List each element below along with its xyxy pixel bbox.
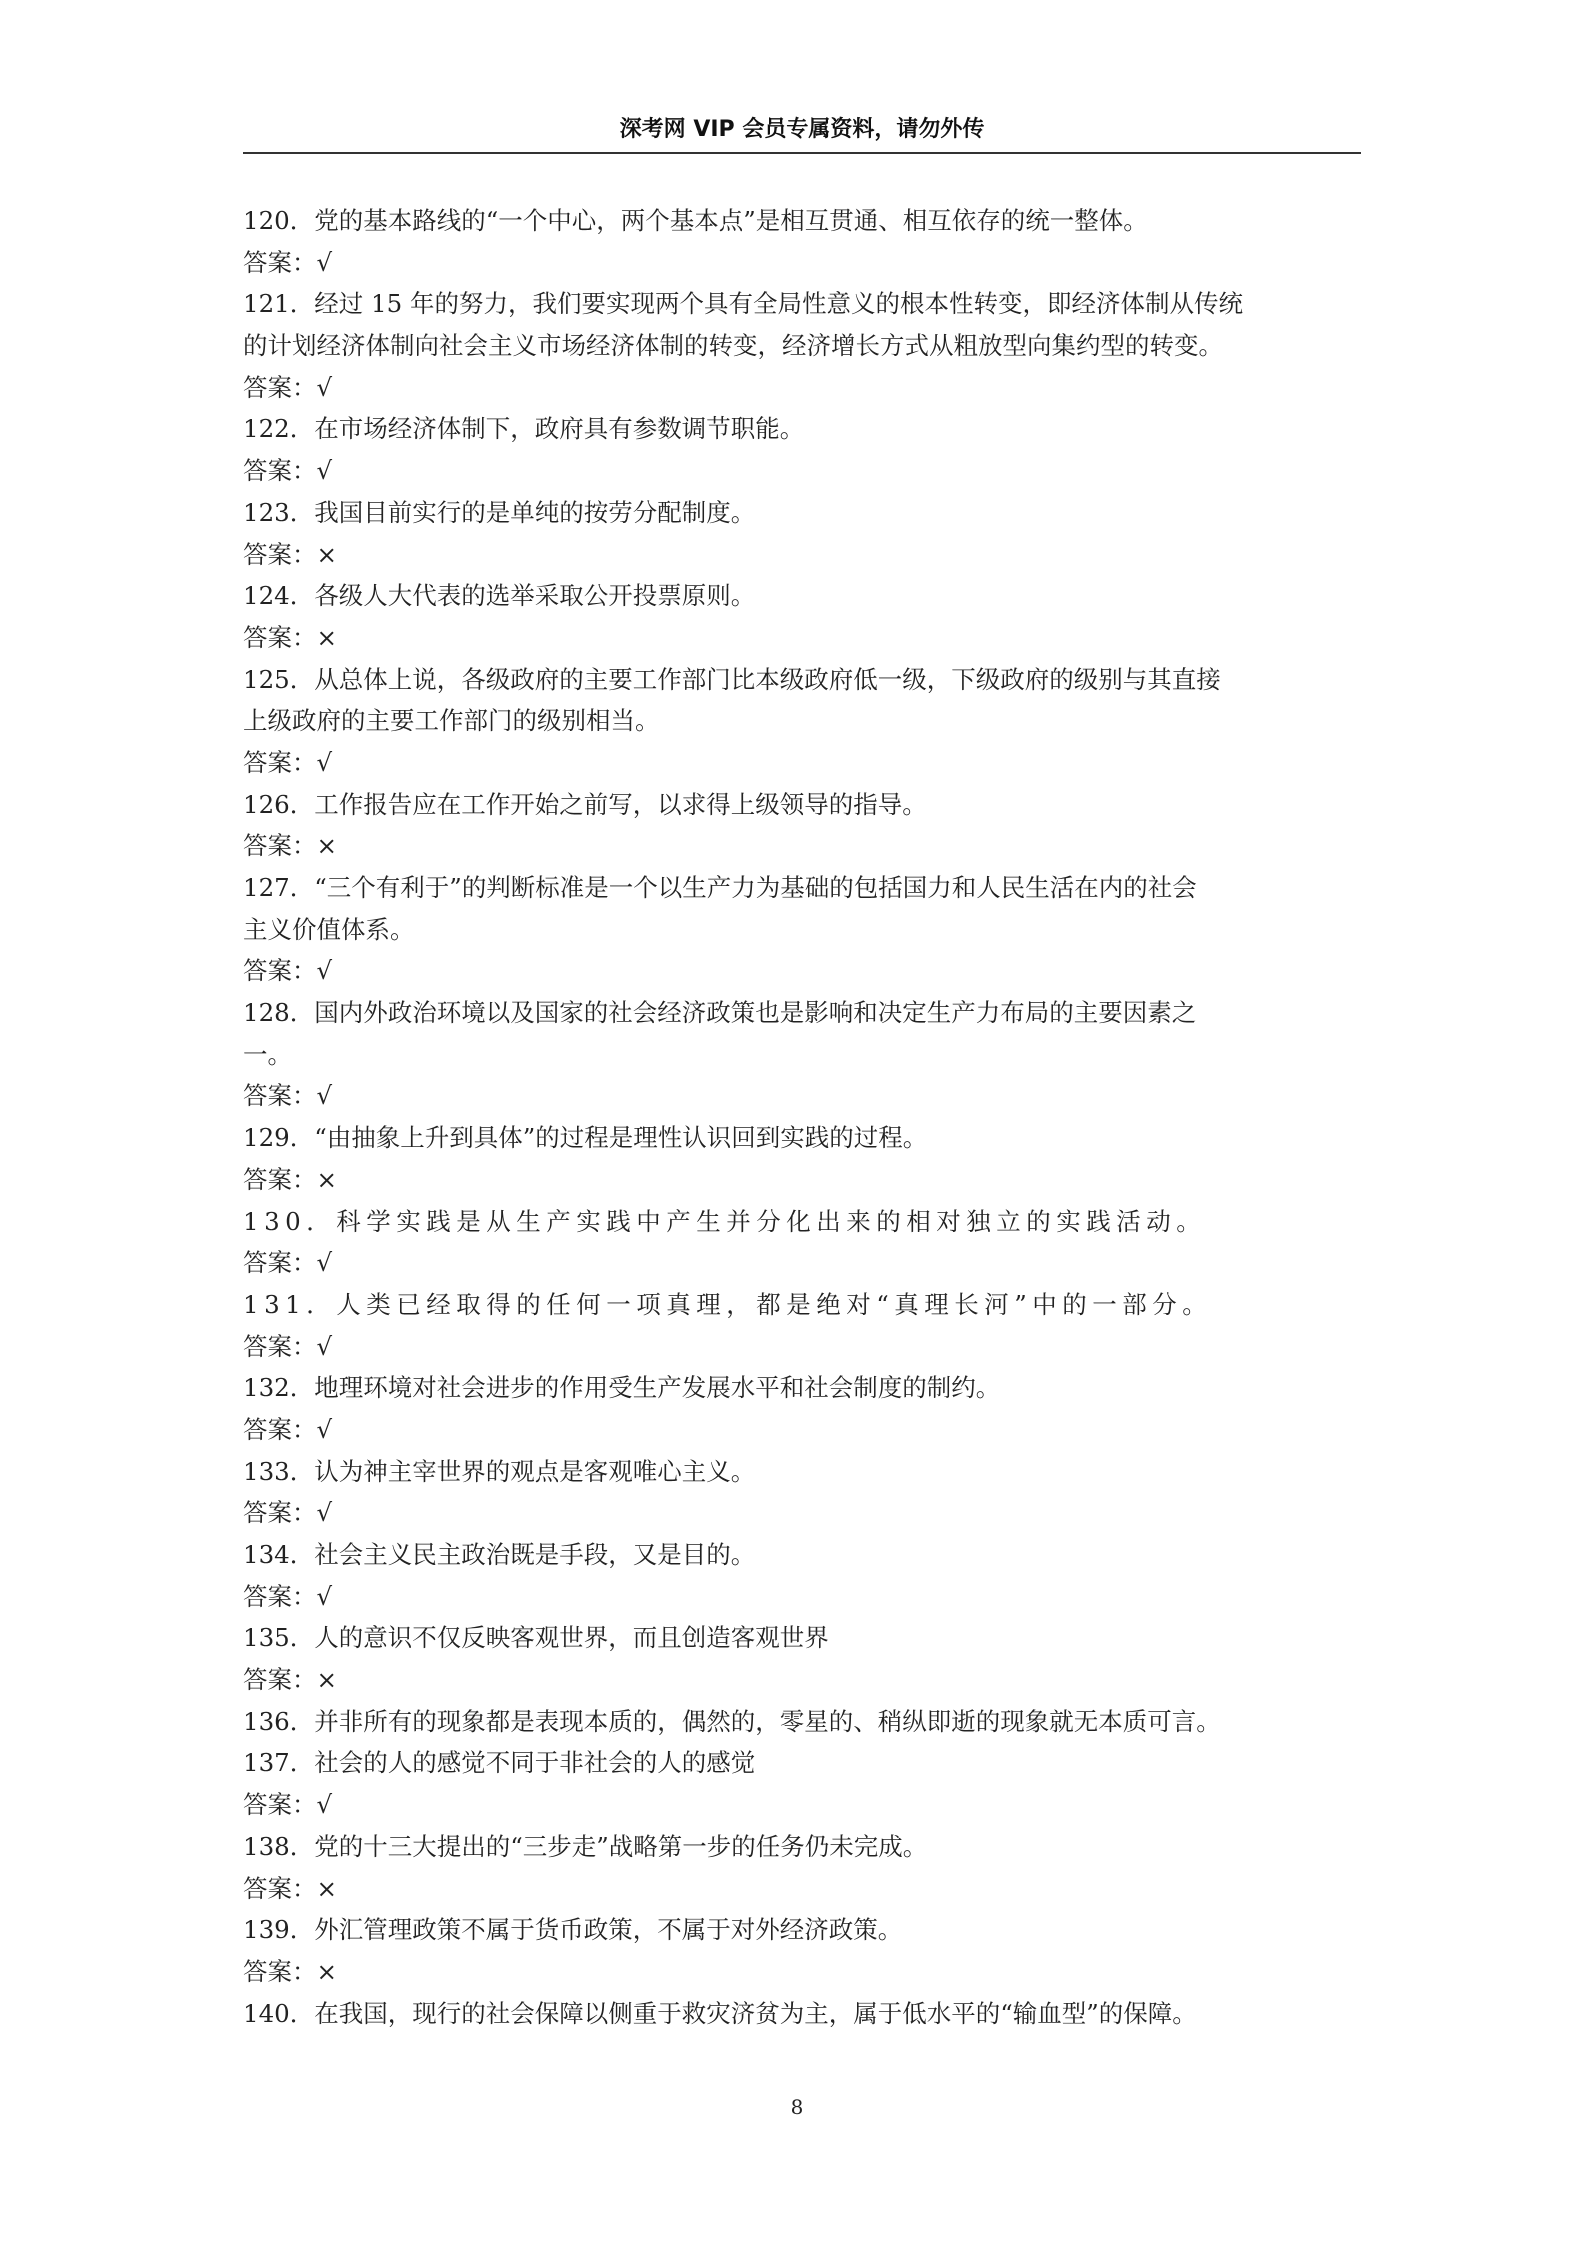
question-line: 130．科学实践是从生产实践中产生并分化出来的相对独立的实践活动。 — [243, 1206, 1207, 1236]
answer-line: 答案：√ — [243, 247, 333, 277]
question-line: 主义价值体系。 — [243, 914, 415, 944]
question-line: 134．社会主义民主政治既是手段，又是目的。 — [243, 1540, 756, 1569]
answer-line: 答案：× — [243, 1164, 338, 1194]
question-line: 131．人类已经取得的任何一项真理，都是绝对“真理长河”中的一部分。 — [243, 1289, 1213, 1319]
question-line: 124．各级人大代表的选举采取公开投票原则。 — [243, 581, 756, 611]
question-line: 127．“三个有利于”的判断标准是一个以生产力为基础的包括国力和人民生活在内的社会 — [243, 873, 1197, 902]
answer-line: 答案：× — [243, 1665, 338, 1695]
answer-line: 答案：√ — [243, 1331, 333, 1361]
question-line: 125．从总体上说，各级政府的主要工作部门比本级政府低一级，下级政府的级别与其直接 — [243, 664, 1221, 694]
question-line: 123．我国目前实行的是单纯的按劳分配制度。 — [243, 497, 756, 527]
question-line: 132．地理环境对社会进步的作用受生产发展水平和社会制度的制约。 — [243, 1373, 1001, 1403]
question-line: 138．党的十三大提出的“三步走”战略第一步的任务仍未完成。 — [243, 1831, 928, 1861]
answer-line: 答案：× — [243, 1956, 338, 1986]
answer-line: 答案：√ — [243, 1790, 333, 1820]
question-line: 的计划经济体制向社会主义市场经济体制的转变，经济增长方式从粗放型向集约型的转变。 — [243, 331, 1223, 361]
question-line: 122．在市场经济体制下，政府具有参数调节职能。 — [243, 414, 805, 444]
question-line: 140．在我国，现行的社会保障以侧重于救灾济贫为主，属于低水平的“输血型”的保障。 — [243, 1998, 1197, 2028]
question-line: 120．党的基本路线的“一个中心，两个基本点”是相互贯通、相互依存的统一整体。 — [243, 206, 1148, 235]
question-line: 136．并非所有的现象都是表现本质的，偶然的，零星的、稍纵即逝的现象就无本质可言。 — [243, 1706, 1221, 1736]
answer-line: 答案：√ — [243, 372, 333, 402]
question-line: 135．人的意识不仅反映客观世界，而且创造客观世界 — [243, 1623, 829, 1653]
answer-line: 答案：√ — [243, 1248, 333, 1278]
answer-line: 答案：× — [243, 539, 338, 569]
document-body — [243, 200, 1361, 2034]
page-header: 深考网 VIP 会员专属资料，请勿外传 — [619, 117, 985, 142]
question-line: 上级政府的主要工作部门的级别相当。 — [243, 706, 660, 736]
page-number: 8 — [790, 2095, 804, 2119]
answer-line: 答案：× — [243, 622, 338, 652]
answer-line: 答案：√ — [243, 1414, 333, 1444]
answer-line: 答案：√ — [243, 456, 333, 486]
question-line: 129．“由抽象上升到具体”的过程是理性认识回到实践的过程。 — [243, 1123, 928, 1153]
answer-line: 答案：× — [243, 1873, 338, 1903]
question-line: 一。 — [243, 1039, 292, 1069]
answer-line: 答案：√ — [243, 1081, 333, 1111]
question-line: 126．工作报告应在工作开始之前写，以求得上级领导的指导。 — [243, 789, 927, 819]
answer-line: 答案：√ — [243, 956, 333, 986]
question-line: 128．国内外政治环境以及国家的社会经济政策也是影响和决定生产力布局的主要因素之 — [243, 998, 1197, 1028]
question-line: 133．认为神主宰世界的观点是客观唯心主义。 — [243, 1456, 756, 1486]
answer-line: 答案：× — [243, 831, 338, 861]
header-divider — [243, 152, 1361, 154]
question-line: 137．社会的人的感觉不同于非社会的人的感觉 — [243, 1748, 756, 1778]
answer-line: 答案：√ — [243, 1581, 333, 1611]
question-line: 121．经过 15 年的努力，我们要实现两个具有全局性意义的根本性转变，即经济体制从传统 — [243, 289, 1244, 319]
question-line: 139．外汇管理政策不属于货币政策，不属于对外经济政策。 — [243, 1915, 903, 1945]
answer-line: 答案：√ — [243, 1498, 333, 1528]
answer-line: 答案：√ — [243, 747, 333, 777]
